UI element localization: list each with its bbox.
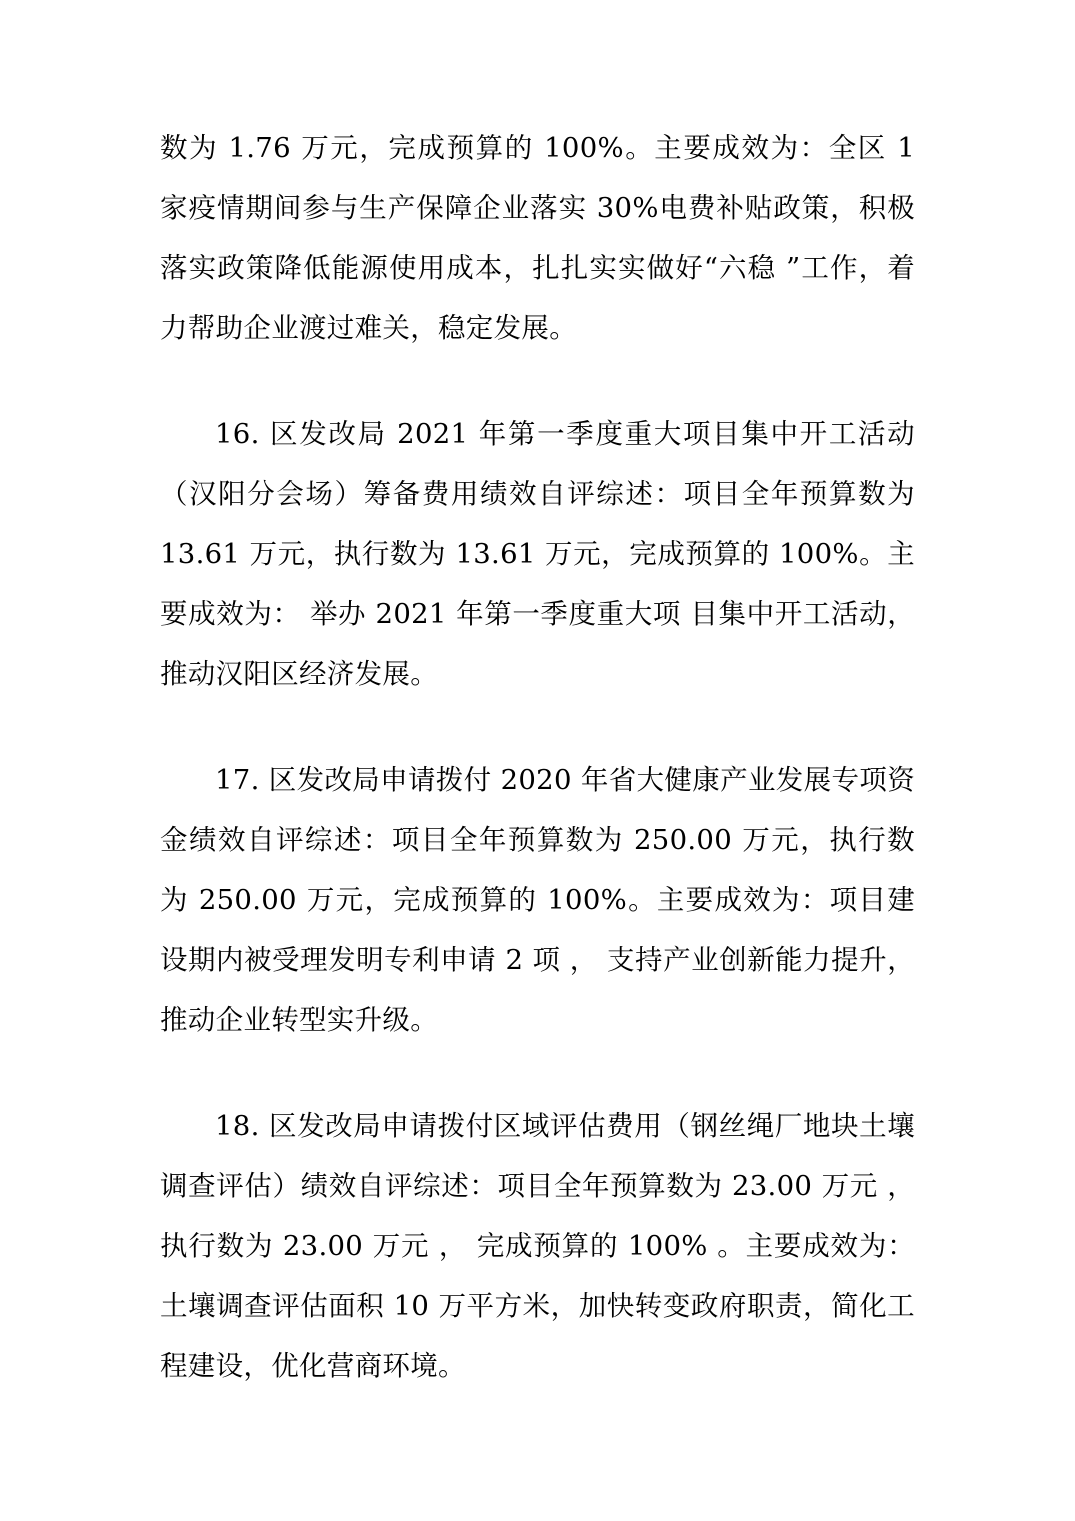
paragraph-item-17: 17. 区发改局申请拨付 2020 年省大健康产业发展专项资金绩效自评综述：项目全年预算数为 250.00 万元，执行数为 250.00 万元，完成预算的 100%。主要成效为：项目建设期内被受理发明专利申请 2 项 ， 支持产业创新能力提升，推动企业转型实升级。 [160,764,915,1036]
paragraph-item-18: 18. 区发改局申请拨付区域评估费用（钢丝绳厂地块土壤调查评估）绩效自评综述：项目全年预算数为 23.00 万元 ， 执行数为 23.00 万元 ， 完成预算的 100% 。主要成效为：土壤调查评估面积 10 万平方米，加快转变政府职责，简化工程建设，优化营商环境。 [160,1110,915,1382]
document-body [160,118,915,1396]
paragraph-continued-item-15: 数为 1.76 万元，完成预算的 100%。主要成效为：全区 1 家疫情期间参与生产保障企业落实 30%电费补贴政策，积极落实政策降低能源使用成本，扎扎实实做好“六稳 ”工作，着力帮助企业渡过难关，稳定发展。 [160,132,915,344]
paragraph-item-16: 16. 区发改局 2021 年第一季度重大项目集中开工活动（汉阳分会场）筹备费用绩效自评综述：项目全年预算数为 13.61 万元，执行数为 13.61 万元，完成预算的 100%。主要成效为： 举办 2021 年第一季度重大项 目集中开工活动，推动汉阳区经济发展。 [160,418,915,690]
